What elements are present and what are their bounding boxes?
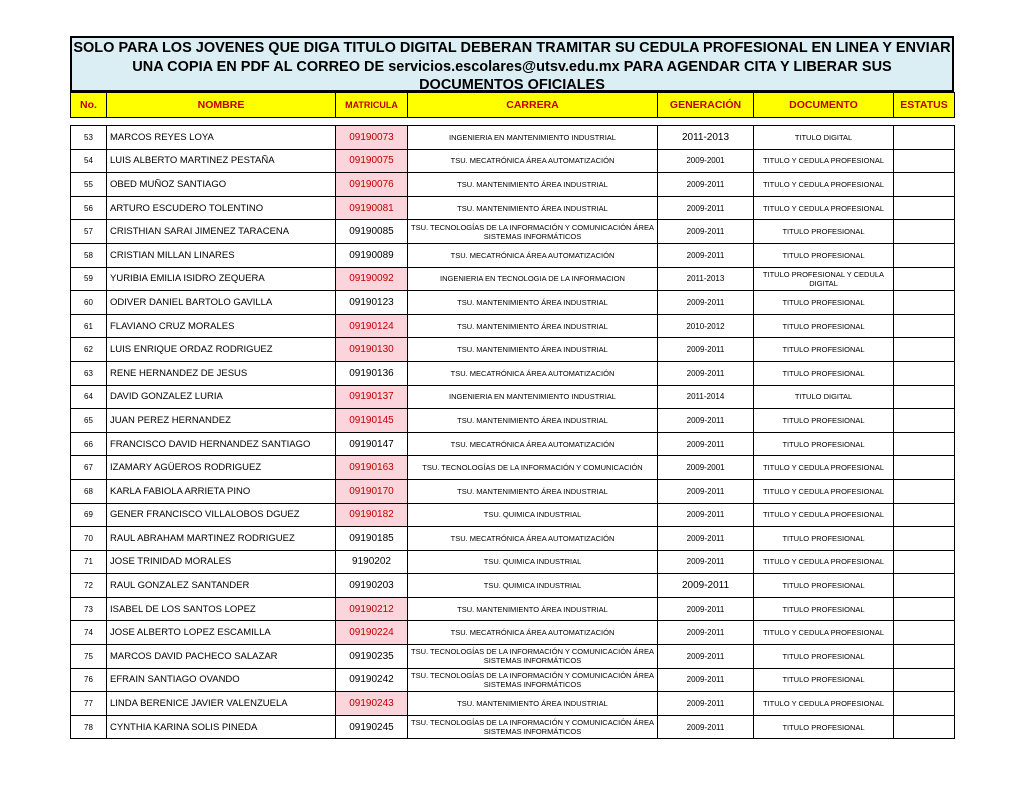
- cell-no: 64: [71, 385, 107, 409]
- cell-generacion: 2009-2011: [658, 361, 754, 385]
- cell-matricula: 09190130: [336, 338, 408, 362]
- cell-generacion: 2009-2011: [658, 527, 754, 551]
- cell-estatus: [894, 503, 955, 527]
- cell-no: 77: [71, 692, 107, 716]
- table-row: [71, 645, 955, 669]
- cell-no: 76: [71, 668, 107, 692]
- table-row: [71, 291, 955, 315]
- cell-documento: TITULO PROFESIONAL: [754, 432, 894, 456]
- table-row: [71, 503, 955, 527]
- cell-estatus: [894, 267, 955, 291]
- cell-generacion: 2009-2011: [658, 196, 754, 220]
- cell-generacion: 2009-2011: [658, 479, 754, 503]
- header-gap: [71, 118, 955, 126]
- cell-nombre: KARLA FABIOLA ARRIETA PINO: [107, 479, 336, 503]
- cell-documento: TITULO Y CEDULA PROFESIONAL: [754, 503, 894, 527]
- cell-nombre: CRISTHIAN SARAI JIMENEZ TARACENA: [107, 220, 336, 244]
- cell-estatus: [894, 692, 955, 716]
- cell-matricula: 09190124: [336, 314, 408, 338]
- cell-matricula: 09190136: [336, 361, 408, 385]
- cell-matricula: 09190242: [336, 668, 408, 692]
- cell-carrera: TSU. MANTENIMIENTO ÁREA INDUSTRIAL: [408, 479, 658, 503]
- cell-estatus: [894, 409, 955, 433]
- cell-documento: TITULO Y CEDULA PROFESIONAL: [754, 173, 894, 197]
- cell-estatus: [894, 645, 955, 669]
- cell-estatus: [894, 173, 955, 197]
- cell-no: 59: [71, 267, 107, 291]
- table-row: [71, 527, 955, 551]
- cell-no: 57: [71, 220, 107, 244]
- cell-documento: TITULO PROFESIONAL: [754, 314, 894, 338]
- cell-carrera: TSU. MANTENIMIENTO ÁREA INDUSTRIAL: [408, 173, 658, 197]
- cell-carrera: TSU. TECNOLOGÍAS DE LA INFORMACIÓN Y COMUNICACIÓN ÁREA SISTEMAS INFORMÁTICOS: [408, 668, 658, 692]
- cell-estatus: [894, 621, 955, 645]
- cell-carrera: TSU. MECATRÓNICA ÁREA AUTOMATIZACIÓN: [408, 243, 658, 267]
- cell-no: 78: [71, 715, 107, 739]
- cell-matricula: 09190092: [336, 267, 408, 291]
- cell-documento: TITULO Y CEDULA PROFESIONAL: [754, 550, 894, 574]
- table-row: [71, 479, 955, 503]
- cell-estatus: [894, 338, 955, 362]
- header-documento: DOCUMENTO: [754, 93, 894, 118]
- cell-estatus: [894, 456, 955, 480]
- cell-nombre: MARCOS REYES LOYA: [107, 126, 336, 150]
- cell-nombre: OBED MUÑOZ SANTIAGO: [107, 173, 336, 197]
- cell-documento: TITULO DIGITAL: [754, 126, 894, 150]
- cell-matricula: 09190089: [336, 243, 408, 267]
- table-row: [71, 456, 955, 480]
- cell-documento: TITULO DIGITAL: [754, 385, 894, 409]
- cell-matricula: 09190245: [336, 715, 408, 739]
- cell-matricula: 09190145: [336, 409, 408, 433]
- cell-nombre: CYNTHIA KARINA SOLIS PINEDA: [107, 715, 336, 739]
- cell-nombre: FLAVIANO CRUZ MORALES: [107, 314, 336, 338]
- cell-nombre: CRISTIAN MILLAN LINARES: [107, 243, 336, 267]
- cell-no: 70: [71, 527, 107, 551]
- cell-carrera: TSU. MECATRÓNICA ÁREA AUTOMATIZACIÓN: [408, 361, 658, 385]
- cell-matricula: 09190075: [336, 149, 408, 173]
- cell-nombre: FRANCISCO DAVID HERNANDEZ SANTIAGO: [107, 432, 336, 456]
- notice-line-1: SOLO PARA LOS JOVENES QUE DIGA TITULO DIGITAL DEBERAN TRAMITAR SU CEDULA PROFESIONAL EN LINEA Y ENVIAR: [73, 40, 951, 56]
- table-header-row: [71, 93, 955, 118]
- cell-carrera: TSU. MECATRÓNICA ÁREA AUTOMATIZACIÓN: [408, 527, 658, 551]
- cell-estatus: [894, 574, 955, 598]
- cell-nombre: RAUL ABRAHAM MARTINEZ RODRIGUEZ: [107, 527, 336, 551]
- cell-estatus: [894, 550, 955, 574]
- cell-generacion: 2011-2013: [658, 126, 754, 150]
- cell-nombre: ARTURO ESCUDERO TOLENTINO: [107, 196, 336, 220]
- table-row: [71, 173, 955, 197]
- cell-estatus: [894, 715, 955, 739]
- cell-matricula: 09190081: [336, 196, 408, 220]
- cell-estatus: [894, 314, 955, 338]
- cell-estatus: [894, 196, 955, 220]
- table-row: [71, 149, 955, 173]
- cell-no: 68: [71, 479, 107, 503]
- cell-matricula: 09190185: [336, 527, 408, 551]
- cell-documento: TITULO Y CEDULA PROFESIONAL: [754, 479, 894, 503]
- cell-estatus: [894, 243, 955, 267]
- cell-no: 61: [71, 314, 107, 338]
- students-table: [70, 92, 955, 739]
- cell-matricula: 09190163: [336, 456, 408, 480]
- cell-generacion: 2009-2011: [658, 432, 754, 456]
- cell-carrera: TSU. MECATRÓNICA ÁREA AUTOMATIZACIÓN: [408, 621, 658, 645]
- cell-documento: TITULO PROFESIONAL: [754, 527, 894, 551]
- cell-generacion: 2009-2011: [658, 220, 754, 244]
- cell-documento: TITULO Y CEDULA PROFESIONAL: [754, 456, 894, 480]
- table-body: [71, 126, 955, 739]
- cell-nombre: EFRAIN SANTIAGO OVANDO: [107, 668, 336, 692]
- cell-carrera: TSU. QUIMICA INDUSTRIAL: [408, 503, 658, 527]
- cell-estatus: [894, 126, 955, 150]
- notice-line-3: DOCUMENTOS OFICIALES: [419, 77, 605, 92]
- cell-carrera: TSU. MANTENIMIENTO ÁREA INDUSTRIAL: [408, 692, 658, 716]
- cell-matricula: 09190170: [336, 479, 408, 503]
- cell-no: 75: [71, 645, 107, 669]
- cell-generacion: 2011-2013: [658, 267, 754, 291]
- table-row: [71, 550, 955, 574]
- cell-matricula: 09190203: [336, 574, 408, 598]
- cell-matricula: 09190147: [336, 432, 408, 456]
- cell-carrera: TSU. MANTENIMIENTO ÁREA INDUSTRIAL: [408, 314, 658, 338]
- cell-matricula: 09190137: [336, 385, 408, 409]
- cell-carrera: TSU. TECNOLOGÍAS DE LA INFORMACIÓN Y COMUNICACIÓN ÁREA SISTEMAS INFORMÁTICOS: [408, 220, 658, 244]
- cell-generacion: 2011-2014: [658, 385, 754, 409]
- cell-nombre: IZAMARY AGÜEROS RODRIGUEZ: [107, 456, 336, 480]
- cell-estatus: [894, 220, 955, 244]
- cell-carrera: TSU. MANTENIMIENTO ÁREA INDUSTRIAL: [408, 291, 658, 315]
- cell-estatus: [894, 361, 955, 385]
- cell-carrera: TSU. MANTENIMIENTO ÁREA INDUSTRIAL: [408, 409, 658, 433]
- cell-carrera: TSU. TECNOLOGÍAS DE LA INFORMACIÓN Y COMUNICACIÓN: [408, 456, 658, 480]
- cell-matricula: 09190085: [336, 220, 408, 244]
- cell-documento: TITULO PROFESIONAL Y CEDULA DIGITAL: [754, 267, 894, 291]
- cell-documento: TITULO PROFESIONAL: [754, 645, 894, 669]
- cell-documento: TITULO PROFESIONAL: [754, 409, 894, 433]
- cell-carrera: TSU. QUIMICA INDUSTRIAL: [408, 574, 658, 598]
- document-sheet: [70, 36, 954, 739]
- cell-generacion: 2009-2011: [658, 715, 754, 739]
- table-row: [71, 243, 955, 267]
- header-nombre: NOMBRE: [107, 93, 336, 118]
- cell-carrera: TSU. TECNOLOGÍAS DE LA INFORMACIÓN Y COMUNICACIÓN ÁREA SISTEMAS INFORMÁTICOS: [408, 715, 658, 739]
- header-matricula: MATRICULA: [336, 93, 408, 118]
- cell-documento: TITULO PROFESIONAL: [754, 243, 894, 267]
- table-row: [71, 409, 955, 433]
- table-row: [71, 385, 955, 409]
- cell-estatus: [894, 291, 955, 315]
- cell-generacion: 2009-2011: [658, 243, 754, 267]
- cell-nombre: MARCOS DAVID PACHECO SALAZAR: [107, 645, 336, 669]
- header-no: No.: [71, 93, 107, 118]
- cell-generacion: 2010-2012: [658, 314, 754, 338]
- cell-nombre: YURIBIA EMILIA ISIDRO ZEQUERA: [107, 267, 336, 291]
- cell-matricula: 9190202: [336, 550, 408, 574]
- cell-carrera: TSU. MANTENIMIENTO ÁREA INDUSTRIAL: [408, 597, 658, 621]
- cell-documento: TITULO Y CEDULA PROFESIONAL: [754, 692, 894, 716]
- cell-generacion: 2009-2011: [658, 621, 754, 645]
- table-row: [71, 621, 955, 645]
- cell-generacion: 2009-2001: [658, 149, 754, 173]
- table-row: [71, 668, 955, 692]
- cell-matricula: 09190224: [336, 621, 408, 645]
- cell-documento: TITULO Y CEDULA PROFESIONAL: [754, 149, 894, 173]
- cell-nombre: ISABEL DE LOS SANTOS LOPEZ: [107, 597, 336, 621]
- cell-no: 66: [71, 432, 107, 456]
- cell-nombre: JUAN PEREZ HERNANDEZ: [107, 409, 336, 433]
- cell-estatus: [894, 527, 955, 551]
- cell-nombre: GENER FRANCISCO VILLALOBOS DGUEZ: [107, 503, 336, 527]
- cell-nombre: JOSE TRINIDAD MORALES: [107, 550, 336, 574]
- cell-carrera: INGENIERIA EN MANTENIMIENTO INDUSTRIAL: [408, 385, 658, 409]
- cell-generacion: 2009-2011: [658, 409, 754, 433]
- table-row: [71, 692, 955, 716]
- cell-no: 71: [71, 550, 107, 574]
- cell-no: 56: [71, 196, 107, 220]
- cell-generacion: 2009-2001: [658, 456, 754, 480]
- cell-matricula: 09190073: [336, 126, 408, 150]
- cell-no: 54: [71, 149, 107, 173]
- table-row: [71, 597, 955, 621]
- cell-nombre: RENE HERNANDEZ DE JESUS: [107, 361, 336, 385]
- cell-generacion: 2009-2011: [658, 503, 754, 527]
- cell-carrera: TSU. MANTENIMIENTO ÁREA INDUSTRIAL: [408, 196, 658, 220]
- table-row: [71, 432, 955, 456]
- cell-nombre: LUIS ALBERTO MARTINEZ PESTAÑA: [107, 149, 336, 173]
- cell-documento: TITULO PROFESIONAL: [754, 715, 894, 739]
- cell-no: 63: [71, 361, 107, 385]
- cell-carrera: TSU. QUIMICA INDUSTRIAL: [408, 550, 658, 574]
- cell-no: 53: [71, 126, 107, 150]
- cell-no: 65: [71, 409, 107, 433]
- cell-estatus: [894, 479, 955, 503]
- cell-no: 72: [71, 574, 107, 598]
- cell-documento: TITULO PROFESIONAL: [754, 338, 894, 362]
- cell-documento: TITULO PROFESIONAL: [754, 361, 894, 385]
- header-generacion: GENERACIÓN: [658, 93, 754, 118]
- table-row: [71, 267, 955, 291]
- cell-carrera: INGENIERIA EN MANTENIMIENTO INDUSTRIAL: [408, 126, 658, 150]
- cell-generacion: 2009-2011: [658, 645, 754, 669]
- table-row: [71, 314, 955, 338]
- cell-generacion: 2009-2011: [658, 338, 754, 362]
- cell-no: 58: [71, 243, 107, 267]
- cell-nombre: LINDA BERENICE JAVIER VALENZUELA: [107, 692, 336, 716]
- cell-carrera: INGENIERIA EN TECNOLOGIA DE LA INFORMACION: [408, 267, 658, 291]
- cell-generacion: 2009-2011: [658, 291, 754, 315]
- cell-estatus: [894, 597, 955, 621]
- cell-generacion: 2009-2011: [658, 692, 754, 716]
- cell-carrera: TSU. MECATRÓNICA ÁREA AUTOMATIZACIÓN: [408, 432, 658, 456]
- cell-nombre: DAVID GONZALEZ LURIA: [107, 385, 336, 409]
- cell-documento: TITULO PROFESIONAL: [754, 291, 894, 315]
- cell-matricula: 09190212: [336, 597, 408, 621]
- table-row: [71, 196, 955, 220]
- cell-estatus: [894, 149, 955, 173]
- table-row: [71, 361, 955, 385]
- cell-nombre: ODIVER DANIEL BARTOLO GAVILLA: [107, 291, 336, 315]
- cell-nombre: LUIS ENRIQUE ORDAZ RODRIGUEZ: [107, 338, 336, 362]
- cell-estatus: [894, 432, 955, 456]
- table-row: [71, 715, 955, 739]
- cell-matricula: 09190235: [336, 645, 408, 669]
- cell-no: 62: [71, 338, 107, 362]
- cell-documento: TITULO Y CEDULA PROFESIONAL: [754, 621, 894, 645]
- header-estatus: ESTATUS: [894, 93, 955, 118]
- cell-carrera: TSU. MECATRÓNICA ÁREA AUTOMATIZACIÓN: [408, 149, 658, 173]
- cell-no: 69: [71, 503, 107, 527]
- table-row: [71, 338, 955, 362]
- cell-documento: TITULO PROFESIONAL: [754, 597, 894, 621]
- cell-no: 67: [71, 456, 107, 480]
- table-row: [71, 574, 955, 598]
- cell-documento: TITULO Y CEDULA PROFESIONAL: [754, 196, 894, 220]
- cell-generacion: 2009-2011: [658, 597, 754, 621]
- cell-matricula: 09190243: [336, 692, 408, 716]
- cell-nombre: JOSE ALBERTO LOPEZ ESCAMILLA: [107, 621, 336, 645]
- cell-generacion: 2009-2011: [658, 550, 754, 574]
- cell-nombre: RAUL GONZALEZ SANTANDER: [107, 574, 336, 598]
- cell-documento: TITULO PROFESIONAL: [754, 574, 894, 598]
- cell-generacion: 2009-2011: [658, 668, 754, 692]
- cell-generacion: 2009-2011: [658, 173, 754, 197]
- header-carrera: CARRERA: [408, 93, 658, 118]
- cell-carrera: TSU. MANTENIMIENTO ÁREA INDUSTRIAL: [408, 338, 658, 362]
- cell-documento: TITULO PROFESIONAL: [754, 668, 894, 692]
- cell-estatus: [894, 668, 955, 692]
- cell-no: 74: [71, 621, 107, 645]
- cell-carrera: TSU. TECNOLOGÍAS DE LA INFORMACIÓN Y COMUNICACIÓN ÁREA SISTEMAS INFORMÁTICOS: [408, 645, 658, 669]
- cell-matricula: 09190182: [336, 503, 408, 527]
- cell-no: 73: [71, 597, 107, 621]
- notice-banner: [70, 36, 954, 92]
- cell-estatus: [894, 385, 955, 409]
- cell-documento: TITULO PROFESIONAL: [754, 220, 894, 244]
- cell-no: 55: [71, 173, 107, 197]
- cell-matricula: 09190076: [336, 173, 408, 197]
- notice-line-2: UNA COPIA EN PDF AL CORREO DE servicios.escolares@utsv.edu.mx PARA AGENDAR CITA Y LIBERAR SUS: [132, 58, 892, 75]
- cell-generacion: 2009-2011: [658, 574, 754, 598]
- table-row: [71, 220, 955, 244]
- table-row: [71, 126, 955, 150]
- cell-matricula: 09190123: [336, 291, 408, 315]
- cell-no: 60: [71, 291, 107, 315]
